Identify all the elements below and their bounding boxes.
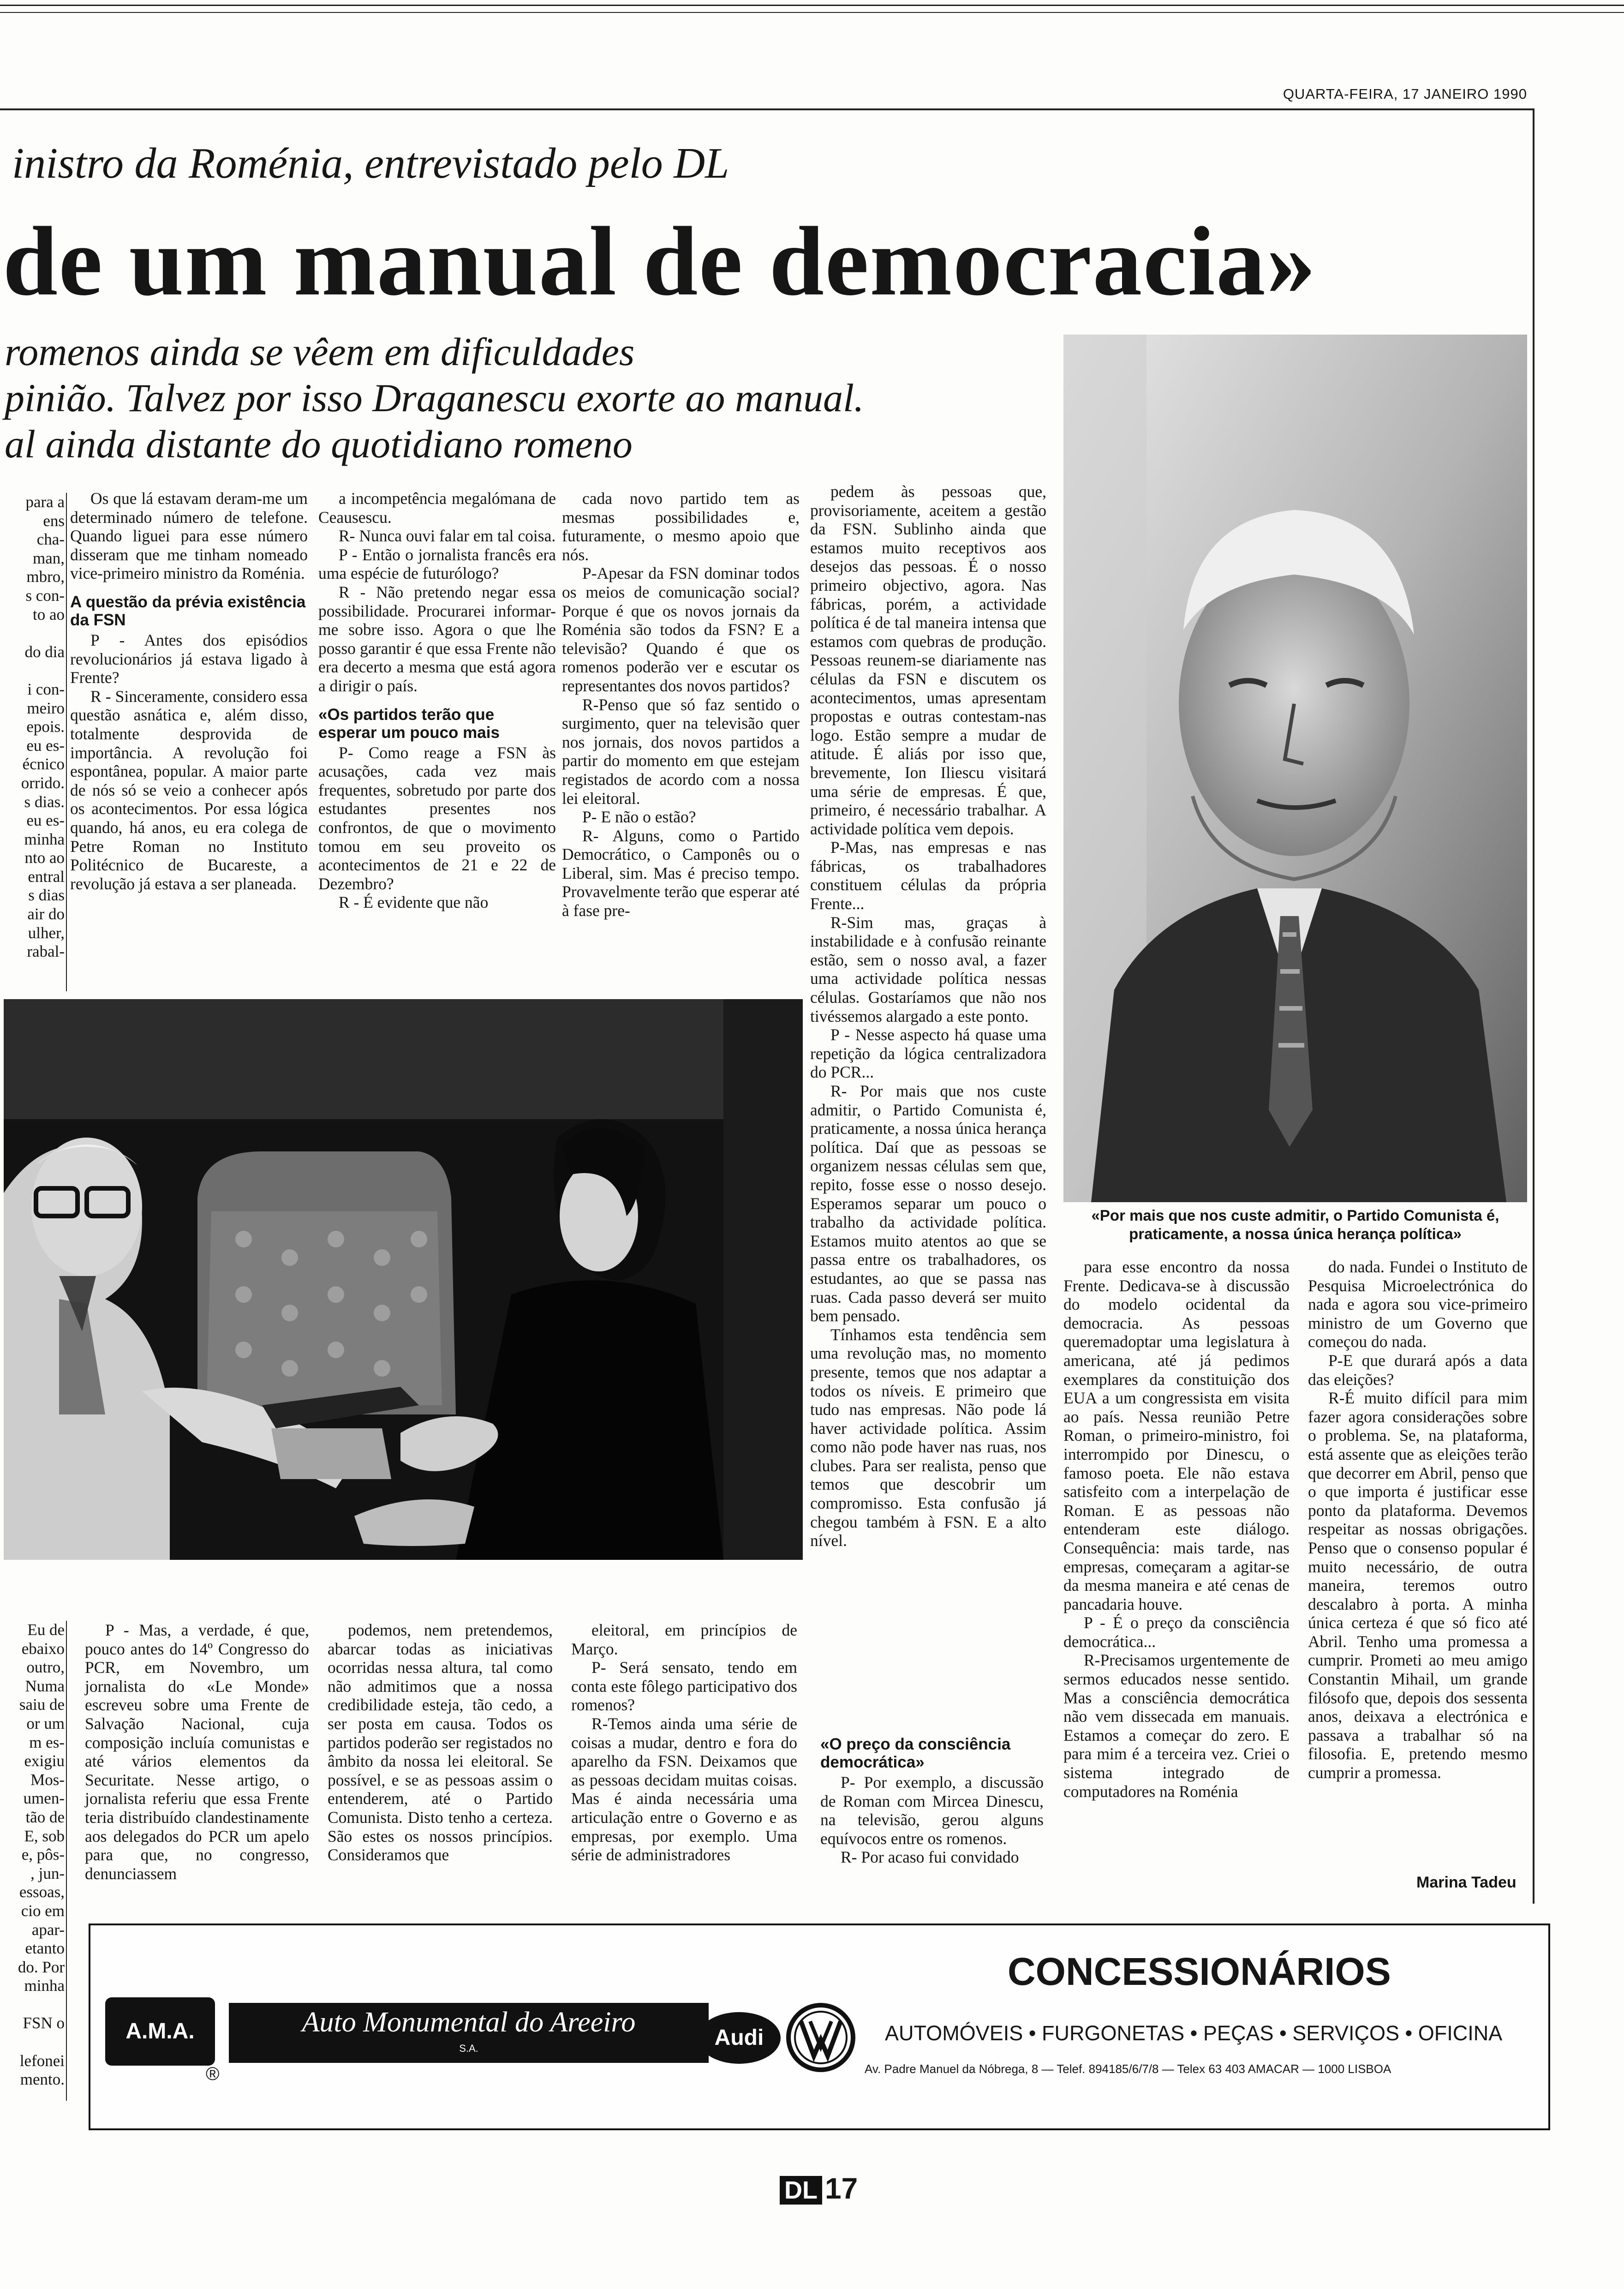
- cut-off-text-fragment: [6, 661, 65, 680]
- paragraph: P-E que durará após a data das eleições?: [1308, 1351, 1528, 1389]
- cut-off-text-fragment: E, sob: [24, 1827, 65, 1845]
- cut-off-text-fragment: ebaixo: [21, 1639, 65, 1658]
- paragraph: P- E não o estão?: [582, 808, 696, 827]
- paragraph: R- Nunca ouvi falar em tal coisa.: [339, 527, 556, 545]
- paragraph: cada novo partido tem as mesmas possibilidades e, futuramente, o mesmo apoio que nós.: [562, 489, 800, 564]
- cut-off-text-fragment: epois.: [26, 718, 65, 736]
- cut-off-text-fragment: tão de: [25, 1808, 65, 1826]
- paragraph: P-Mas, nas empresas e nas fábricas, os trabalhadores constituem células da própria Frente...: [810, 838, 1046, 913]
- article-column-2: [318, 489, 556, 992]
- deck-line: pinião. Talvez por isso Draganescu exorte ao manual.: [5, 376, 864, 420]
- cut-off-text-fragment: e, pôs-: [21, 1846, 65, 1864]
- article-column-8: [820, 1725, 1044, 1914]
- paragraph: R - É evidente que não: [339, 893, 489, 912]
- paragraph: para esse encontro da nossa Frente. Dedicava-se à discussão do modelo ocidental da democracia. As pessoas queremadoptar uma legislatura à americana, até já pedimos exemplares da constituição dos EUA a um congressista em visita ao país. Nessa reunião Petre Roman, o primeiro-ministro, foi interrompido por Dinescu, o famoso poeta. Ele não estava satisfeito com a interpelação de Roman. E as pessoas não entenderam este diálogo. Consequência: mais tarde, nas empresas, começaram a agitar-se da mesma maneira e até cenas de pancadaria houve.: [1063, 1258, 1290, 1613]
- paragraph: P-Apesar da FSN dominar todos os meios de comunicação social? Porque é que os novos jornais da Roménia são todos da FSN? E a televisão? Quando é que os romenos poderão ver e escutar os representantes dos novos partidos?: [562, 564, 800, 695]
- vw-icon: [786, 2003, 855, 2072]
- cut-off-text-fragment: meiro: [27, 699, 65, 717]
- section-subheading: A questão da prévia existência da FSN: [70, 593, 306, 629]
- cut-off-text-fragment: do. Por: [18, 1958, 65, 1976]
- cut-off-text-fragment: s dias.: [24, 792, 65, 811]
- cut-off-text-fragment: para a: [25, 493, 65, 511]
- paragraph: R-Penso que só faz sentido o surgimento, quer na televisão quer nos jornais, dos novos partidos a partir do momento em que estejam registados de acordo com a nossa lei eleitoral.: [562, 695, 800, 808]
- cut-off-text-fragment: saiu de: [19, 1696, 65, 1714]
- article-column-1: [70, 489, 308, 992]
- paragraph: R-Temos ainda uma série de coisas a mudar, dentro e fora do aparelho da FSN. Deixamos que as pessoas decidam muitas coisas. Mas é ainda necessária uma articulação entre o Governo e as empresas, por exemplo. Uma série de administradores: [571, 1714, 797, 1864]
- cut-off-text-fragment: [6, 2033, 65, 2052]
- cut-off-text-fragment: mbro,: [26, 568, 65, 586]
- cut-off-text-fragment: entral: [28, 867, 65, 886]
- cut-off-text-fragment: exigiu: [24, 1752, 65, 1770]
- deck-line: al ainda distante do quotidiano romeno: [5, 422, 633, 466]
- paragraph: R-É muito difícil para mim fazer agora considerações sobre o problema. Se, na plataforma, está assente que as eleições terão que decorrer em Abril, penso que o que importa é justificar esse ponto da plataforma. Devemos respeitar as nossas obrigações. Penso que o consenso popular é muito necessário, de outra maneira, teremos outro descalabro à porta. A minha única certeza é que só fico até Abril. Tenho uma promessa a cumprir. Prometi ao meu amigo Constantin Mihail, um grande filósofo que, depois dos sessenta anos, deixava a electrónica e passava a trabalhar só na filosofia. E, pretendo mesmo cumprir a promessa.: [1308, 1389, 1528, 1782]
- cut-off-text-fragment: Numa: [25, 1677, 65, 1695]
- cut-off-text-fragment: orrido.: [21, 773, 65, 792]
- left-edge-fragments-bottom: [6, 1621, 65, 2105]
- dateline: QUARTA-FEIRA, 17 JANEIRO 1990: [1283, 86, 1527, 102]
- registered-mark: ®: [206, 2064, 220, 2084]
- cut-off-text-fragment: minha: [24, 1977, 65, 1995]
- cut-off-text-fragment: s dias: [28, 886, 65, 905]
- portrait-image: [1063, 335, 1527, 1202]
- paragraph: Os que lá estavam deram-me um determinado número de telefone. Quando liguei para esse número disseram que me tinham nomeado vice-primeiro ministro da Roménia.: [70, 489, 308, 583]
- paragraph: P- Por exemplo, a discussão de Roman com Mircea Dinescu, na televisão, gerou alguns equívocos entre os romenos.: [820, 1773, 1044, 1848]
- section-subheading: «O preço da consciência democrática»: [820, 1735, 1011, 1771]
- cut-off-text-fragment: eu es-: [26, 736, 65, 755]
- cut-off-text-fragment: m es-: [29, 1733, 65, 1751]
- cut-off-text-fragment: , jun-: [30, 1864, 65, 1882]
- ad-address: Av. Padre Manuel da Nóbrega, 8 — Telef. 894185/6/7/8 — Telex 63 403 AMACAR — 1000 LISBOA: [865, 2062, 1391, 2076]
- article-headline: de um manual de democracia»: [3, 207, 1317, 316]
- header-rule: [0, 108, 1534, 110]
- article-column-4: [810, 482, 1046, 1710]
- paragraph: do nada. Fundei o Instituto de Pesquisa Microelectrónica do nada e agora sou vice-primeiro ministro de um Governo que começou do nada.: [1308, 1258, 1528, 1351]
- article-column-7: [571, 1621, 797, 1864]
- paragraph: Tínhamos esta tendência sem uma revolução mas, no momento presente, temos que nos adaptar a todos os níveis. E primeiro que tudo nas empresas. Não pode lá haver actividade política. Assim como não pode haver nas ruas, nos clubes. Para ser realista, penso que temos que descobrir um compromisso. Esta confusão já chegou também à FSN. E a alto nível.: [810, 1325, 1046, 1550]
- cut-off-text-fragment: ens: [43, 511, 65, 530]
- cut-off-text-fragment: essoas,: [19, 1883, 65, 1901]
- portrait-caption: «Por mais que nos custe admitir, o Partido Comunista é, praticamente, a nossa única herança política»: [1091, 1207, 1499, 1242]
- audi-logo: Audi: [698, 2012, 781, 2064]
- article-kicker: inistro da Roménia, entrevistado pelo DL: [12, 139, 729, 187]
- cut-off-text-fragment: do dia: [24, 642, 65, 661]
- article-column-5: [85, 1621, 309, 1916]
- paragraph: podemos, nem pretendemos, abarcar todas as iniciativas ocorridas nessa altura, tal como não admitimos que a nossa credibilidade esteja, tão cedo, a ser posta em causa. Todos os partidos poderão ser registados no âmbito da nossa lei eleitoral. Se possível, e se as pessoas assim o entenderem, até o Partido Comunista. Disto tenho a certeza. São estes os nossos princípios. Consideramos que: [328, 1621, 553, 1864]
- paragraph: P- Será sensato, tendo em conta este fôlego participativo dos romenos?: [571, 1658, 797, 1714]
- paragraph: R-Sim mas, graças à instabilidade e à confusão reinante estão, sem o nosso aval, a fazer uma actividade política nessas células. Gostaríamos que não nos tivéssemos alargado a este ponto.: [810, 913, 1046, 1025]
- cut-off-text-fragment: mento.: [20, 2070, 65, 2089]
- paragraph: P - Nesse aspecto há quase uma repetição da lógica centralizadora do PCR...: [810, 1025, 1046, 1082]
- company-name: Auto Monumental do Areeiro: [302, 2007, 636, 2038]
- column-rule: [66, 493, 67, 991]
- paragraph: R - Sinceramente, considero essa questão asnática e, além disso, totalmente desprovida de importância. A revolução foi espontânea, popular. A maior parte de nós só se veio a conhecer após os acontecimentos. Por essa lógica quando, há anos, eu era colega de Petre Roman no Instituto Politécnico de Bucareste, a revolução já estava a ser planeada.: [70, 687, 308, 893]
- article-column-9: [1063, 1258, 1290, 1913]
- paragraph: P- Como reage a FSN às acusações, cada vez mais frequentes, sobretudo por parte dos estudantes presentes nos confrontos, de que o movimento tomou em seu proveito os acontecimentos de 21 e 22 de Dezembro?: [318, 743, 556, 893]
- cut-off-text-fragment: apar-: [31, 1920, 65, 1939]
- cut-off-text-fragment: écnico: [22, 755, 65, 773]
- paragraph: pedem às pessoas que, provisoriamente, aceitem a gestão da FSN. Sublinho ainda que estamos muito receptivos aos desejos das pessoas. É o nosso primeiro objectivo, agora. Nas fábricas, porém, a actividade política é de tal maneira intensa que estamos com quebras de produção. Pessoas reunem-se diariamente nas células da FSN e discutem os acontecimentos, umas apresentam propostas e outras contestam-nas logo. Estão sempre a mudar de atitude. É aliás por isso que, brevemente, Ion Iliescu visitará uma série de empresas. É que, primeiro, é necessário trabalhar. A actividade política vem depois.: [810, 482, 1046, 838]
- paragraph: P - É o preço da consciência democrática...: [1063, 1613, 1290, 1651]
- company-name-banner: [229, 2003, 709, 2063]
- cut-off-text-fragment: umen-: [23, 1789, 65, 1808]
- cut-off-text-fragment: [6, 624, 65, 643]
- paragraph: R- Por mais que nos custe admitir, o Partido Comunista é, praticamente, a nossa única herança política. Daí que as pessoas se organizem nessas células sem que, repito, fosse esse o nosso desejo. Esperamos separar um pouco o trabalho da actividade política. Estamos muito atentos ao que se passa entre os trabalhadores, os estudantes, ao que se passa nas ruas. Cada passo deverá ser muito bem pensado.: [810, 1082, 1046, 1325]
- article-column-10: [1308, 1258, 1528, 1876]
- byline: Marina Tadeu: [1416, 1874, 1517, 1891]
- cut-off-text-fragment: to ao: [32, 605, 65, 623]
- paragraph: a incompetência megalómana de Ceausescu.: [318, 489, 556, 527]
- paragraph: P - Antes dos episódios revolucionários já estava ligado à Frente?: [70, 630, 308, 687]
- cut-off-text-fragment: lefonei: [19, 2051, 65, 2070]
- paragraph: P - Mas, a verdade, é que, pouco antes do 14º Congresso do PCR, em Novembro, um jornalista do «Le Monde» escreveu sobre uma Frente de Salvação Nacional, cuja composição incluía comunistas e até vários elementos da Securitate. Nesse artigo, o jornalista referiu que essa Frente teria distribuído clandestinamente aos delegados do PCR um apelo para que, no congresso, denunciassem: [85, 1621, 309, 1883]
- cut-off-text-fragment: [6, 1995, 65, 2014]
- cut-off-text-fragment: minha: [24, 830, 65, 848]
- interview-photo: [4, 999, 803, 1560]
- section-subheading: «Os partidos terão que esperar um pouco mais: [318, 705, 500, 742]
- article-column-3: [562, 489, 800, 992]
- paragraph: R- Por acaso fui convidado: [841, 1848, 1019, 1867]
- interview-image: [4, 999, 803, 1560]
- paragraph: P - Então o jornalista francês era uma espécie de futurólogo?: [318, 545, 556, 583]
- ad-services: AUTOMÓVEIS • FURGONETAS • PEÇAS • SERVIÇOS • OFICINA: [885, 2021, 1503, 2045]
- car-dealer-advertisement: [89, 1923, 1550, 2130]
- portrait-photo: [1063, 335, 1527, 1202]
- right-frame-rule: [1533, 108, 1534, 1904]
- top-border-rule-2: [0, 12, 1624, 13]
- ad-title: CONCESSIONÁRIOS: [1008, 1950, 1391, 1993]
- ama-badge: A.M.A.: [105, 1997, 215, 2066]
- vw-logo: [786, 2003, 855, 2072]
- top-border-rule: [0, 5, 1624, 6]
- article-column-6: [328, 1621, 553, 1916]
- company-suffix: S.A.: [459, 2043, 478, 2054]
- cut-off-text-fragment: cio em: [21, 1901, 65, 1920]
- cut-off-text-fragment: cha-: [36, 530, 65, 549]
- left-edge-fragments-top: [6, 493, 65, 1001]
- page-number: 17: [824, 2172, 858, 2205]
- paragraph: R- Alguns, como o Partido Democrático, o Camponês ou o Liberal, sim. Mas é preciso tempo. Provavelmente terão que esperar até à fase pre-: [562, 826, 800, 920]
- cut-off-text-fragment: eu es-: [26, 811, 65, 830]
- column-rule: [66, 1621, 67, 2101]
- cut-off-text-fragment: etanto: [25, 1939, 65, 1958]
- cut-off-text-fragment: ulher,: [28, 923, 65, 942]
- cut-off-text-fragment: FSN o: [23, 2014, 65, 2032]
- cut-off-text-fragment: or um: [26, 1714, 65, 1732]
- cut-off-text-fragment: i con-: [27, 680, 65, 698]
- paragraph: eleitoral, em princípios de Março.: [571, 1621, 797, 1658]
- cut-off-text-fragment: Eu de: [27, 1621, 65, 1639]
- page-footer: [780, 2171, 858, 2205]
- cut-off-text-fragment: outro,: [26, 1658, 65, 1677]
- cut-off-text-fragment: rabal-: [27, 942, 65, 961]
- article-deck: [5, 329, 1043, 467]
- cut-off-text-fragment: nto ao: [24, 849, 65, 867]
- cut-off-text-fragment: Mos-: [30, 1770, 65, 1789]
- newspaper-logo: DL: [780, 2176, 822, 2205]
- cut-off-text-fragment: man,: [32, 549, 65, 567]
- paragraph: R - Não pretendo negar essa possibilidade. Procurarei informar-me sobre isso. Agora o que lhe posso garantir é que essa Frente não era decerto a mesma que está agora a dirigir o país.: [318, 582, 556, 695]
- cut-off-text-fragment: s con-: [25, 586, 65, 605]
- cut-off-text-fragment: air do: [27, 905, 65, 923]
- deck-line: romenos ainda se vêem em dificuldades: [5, 330, 635, 374]
- paragraph: R-Precisamos urgentemente de sermos educados nesse sentido. Mas a consciência democrática não vem dissecada em manuais. Estamos a começar do zero. E para mim é a terceira vez. Criei o sistema integrado de computadores na Roménia: [1063, 1651, 1290, 1801]
